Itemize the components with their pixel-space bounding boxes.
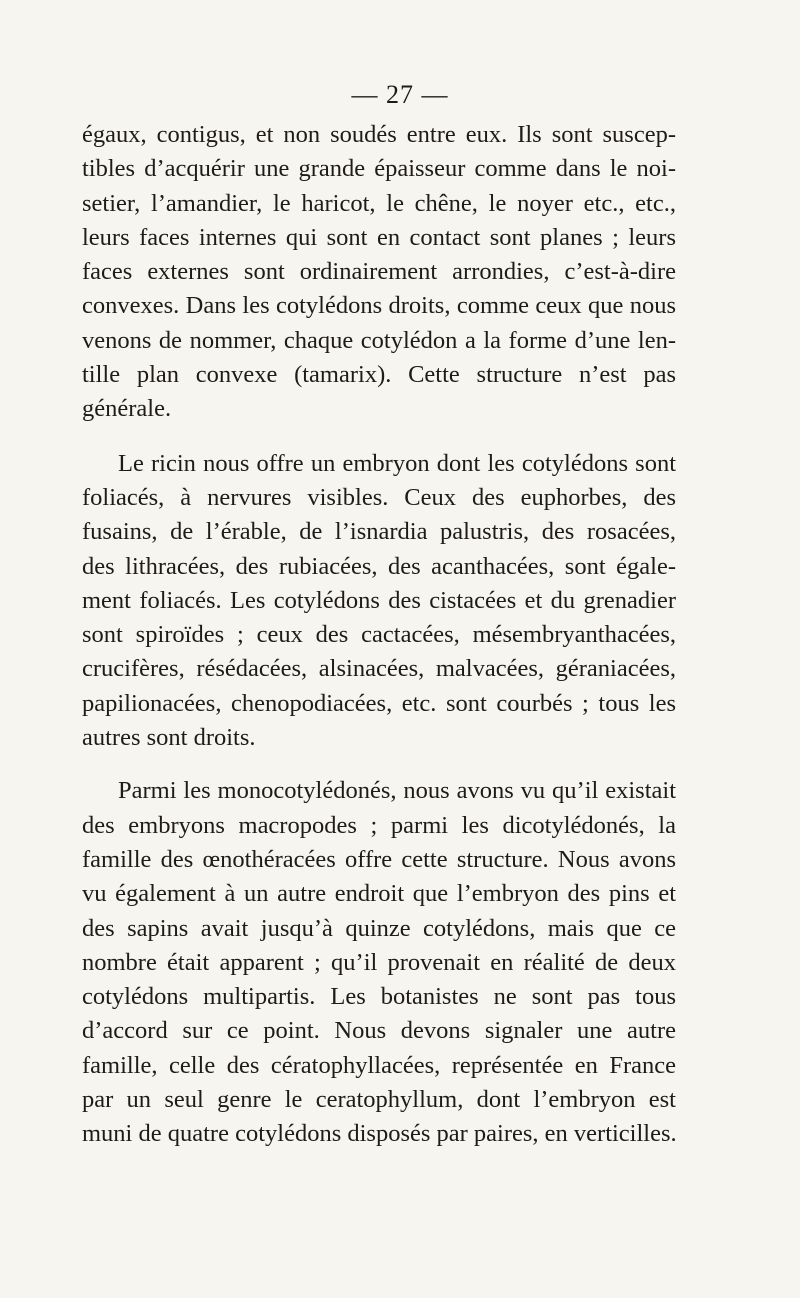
text-line: cotylédons multipartis. Les botanistes ne sont pas tous — [82, 983, 676, 1011]
text-line: crucifères, résédacées, alsinacées, malvacées, géraniacées, — [82, 655, 676, 683]
text-line: muni de quatre cotylédons disposés par paires, en verticilles. — [82, 1120, 677, 1148]
text-line: par un seul genre le ceratophyllum, dont l’embryon est — [82, 1086, 676, 1114]
text-line: famille des œnothéracées offre cette structure. Nous avons — [82, 845, 676, 873]
text-line: tibles d’acquérir une grande épaisseur comme dans le noi- — [82, 155, 676, 183]
text-line: égaux, contigus, et non soudés entre eux. Ils sont suscep- — [82, 121, 676, 148]
text-line: faces externes sont ordinairement arrondies, c’est-à-dire — [82, 258, 676, 286]
text-line: des sapins avait jusqu’à quinze cotylédons, mais que ce — [82, 914, 676, 942]
text-line: des lithracées, des rubiacées, des acanthacées, sont égale- — [82, 552, 676, 580]
text-line: autres sont droits. — [82, 724, 256, 752]
text-line: tille plan convexe (tamarix). Cette structure n’est pas — [82, 361, 676, 389]
page-number: — 27 — — [351, 80, 449, 109]
text-line: famille, celle des cératophyllacées, représentée en France — [82, 1051, 676, 1079]
text-line: venons de nommer, chaque cotylédon a la forme d’une len- — [82, 326, 676, 354]
paragraph-2 — [82, 447, 676, 756]
text-line: leurs faces internes qui sont en contact sont planes ; leurs — [82, 223, 676, 251]
text-line: générale. — [82, 395, 172, 423]
text-line: setier, l’amandier, le haricot, le chêne, le noyer etc., etc., — [82, 189, 676, 217]
text-line: d’accord sur ce point. Nous devons signaler une autre — [82, 1017, 676, 1045]
text-line: Le ricin nous offre un embryon dont les cotylédons sont — [118, 449, 676, 477]
paragraph-1 — [82, 118, 676, 427]
text-line: convexes. Dans les cotylédons droits, comme ceux que nous — [82, 292, 676, 320]
text-line: Parmi les monocotylédonés, nous avons vu qu’il existait — [118, 777, 676, 805]
text-line: nombre était apparent ; qu’il provenait en réalité de deux — [82, 948, 676, 976]
text-line: des embryons macropodes ; parmi les dicotylédonés, la — [82, 811, 676, 839]
paragraph-3 — [82, 774, 676, 1151]
text-line: foliacés, à nervures visibles. Ceux des euphorbes, des — [82, 483, 676, 511]
text-line: vu également à un autre endroit que l’embryon des pins et — [82, 880, 676, 908]
text-line: fusains, de l’érable, de l’isnardia palustris, des rosacées, — [82, 518, 676, 546]
text-line: ment foliacés. Les cotylédons des cistacées et du grenadier — [82, 586, 676, 614]
text-line: sont spiroïdes ; ceux des cactacées, mésembryanthacées, — [82, 621, 676, 649]
text-line: papilionacées, chenopodiacées, etc. sont courbés ; tous les — [82, 689, 676, 717]
body-text — [82, 118, 676, 1152]
